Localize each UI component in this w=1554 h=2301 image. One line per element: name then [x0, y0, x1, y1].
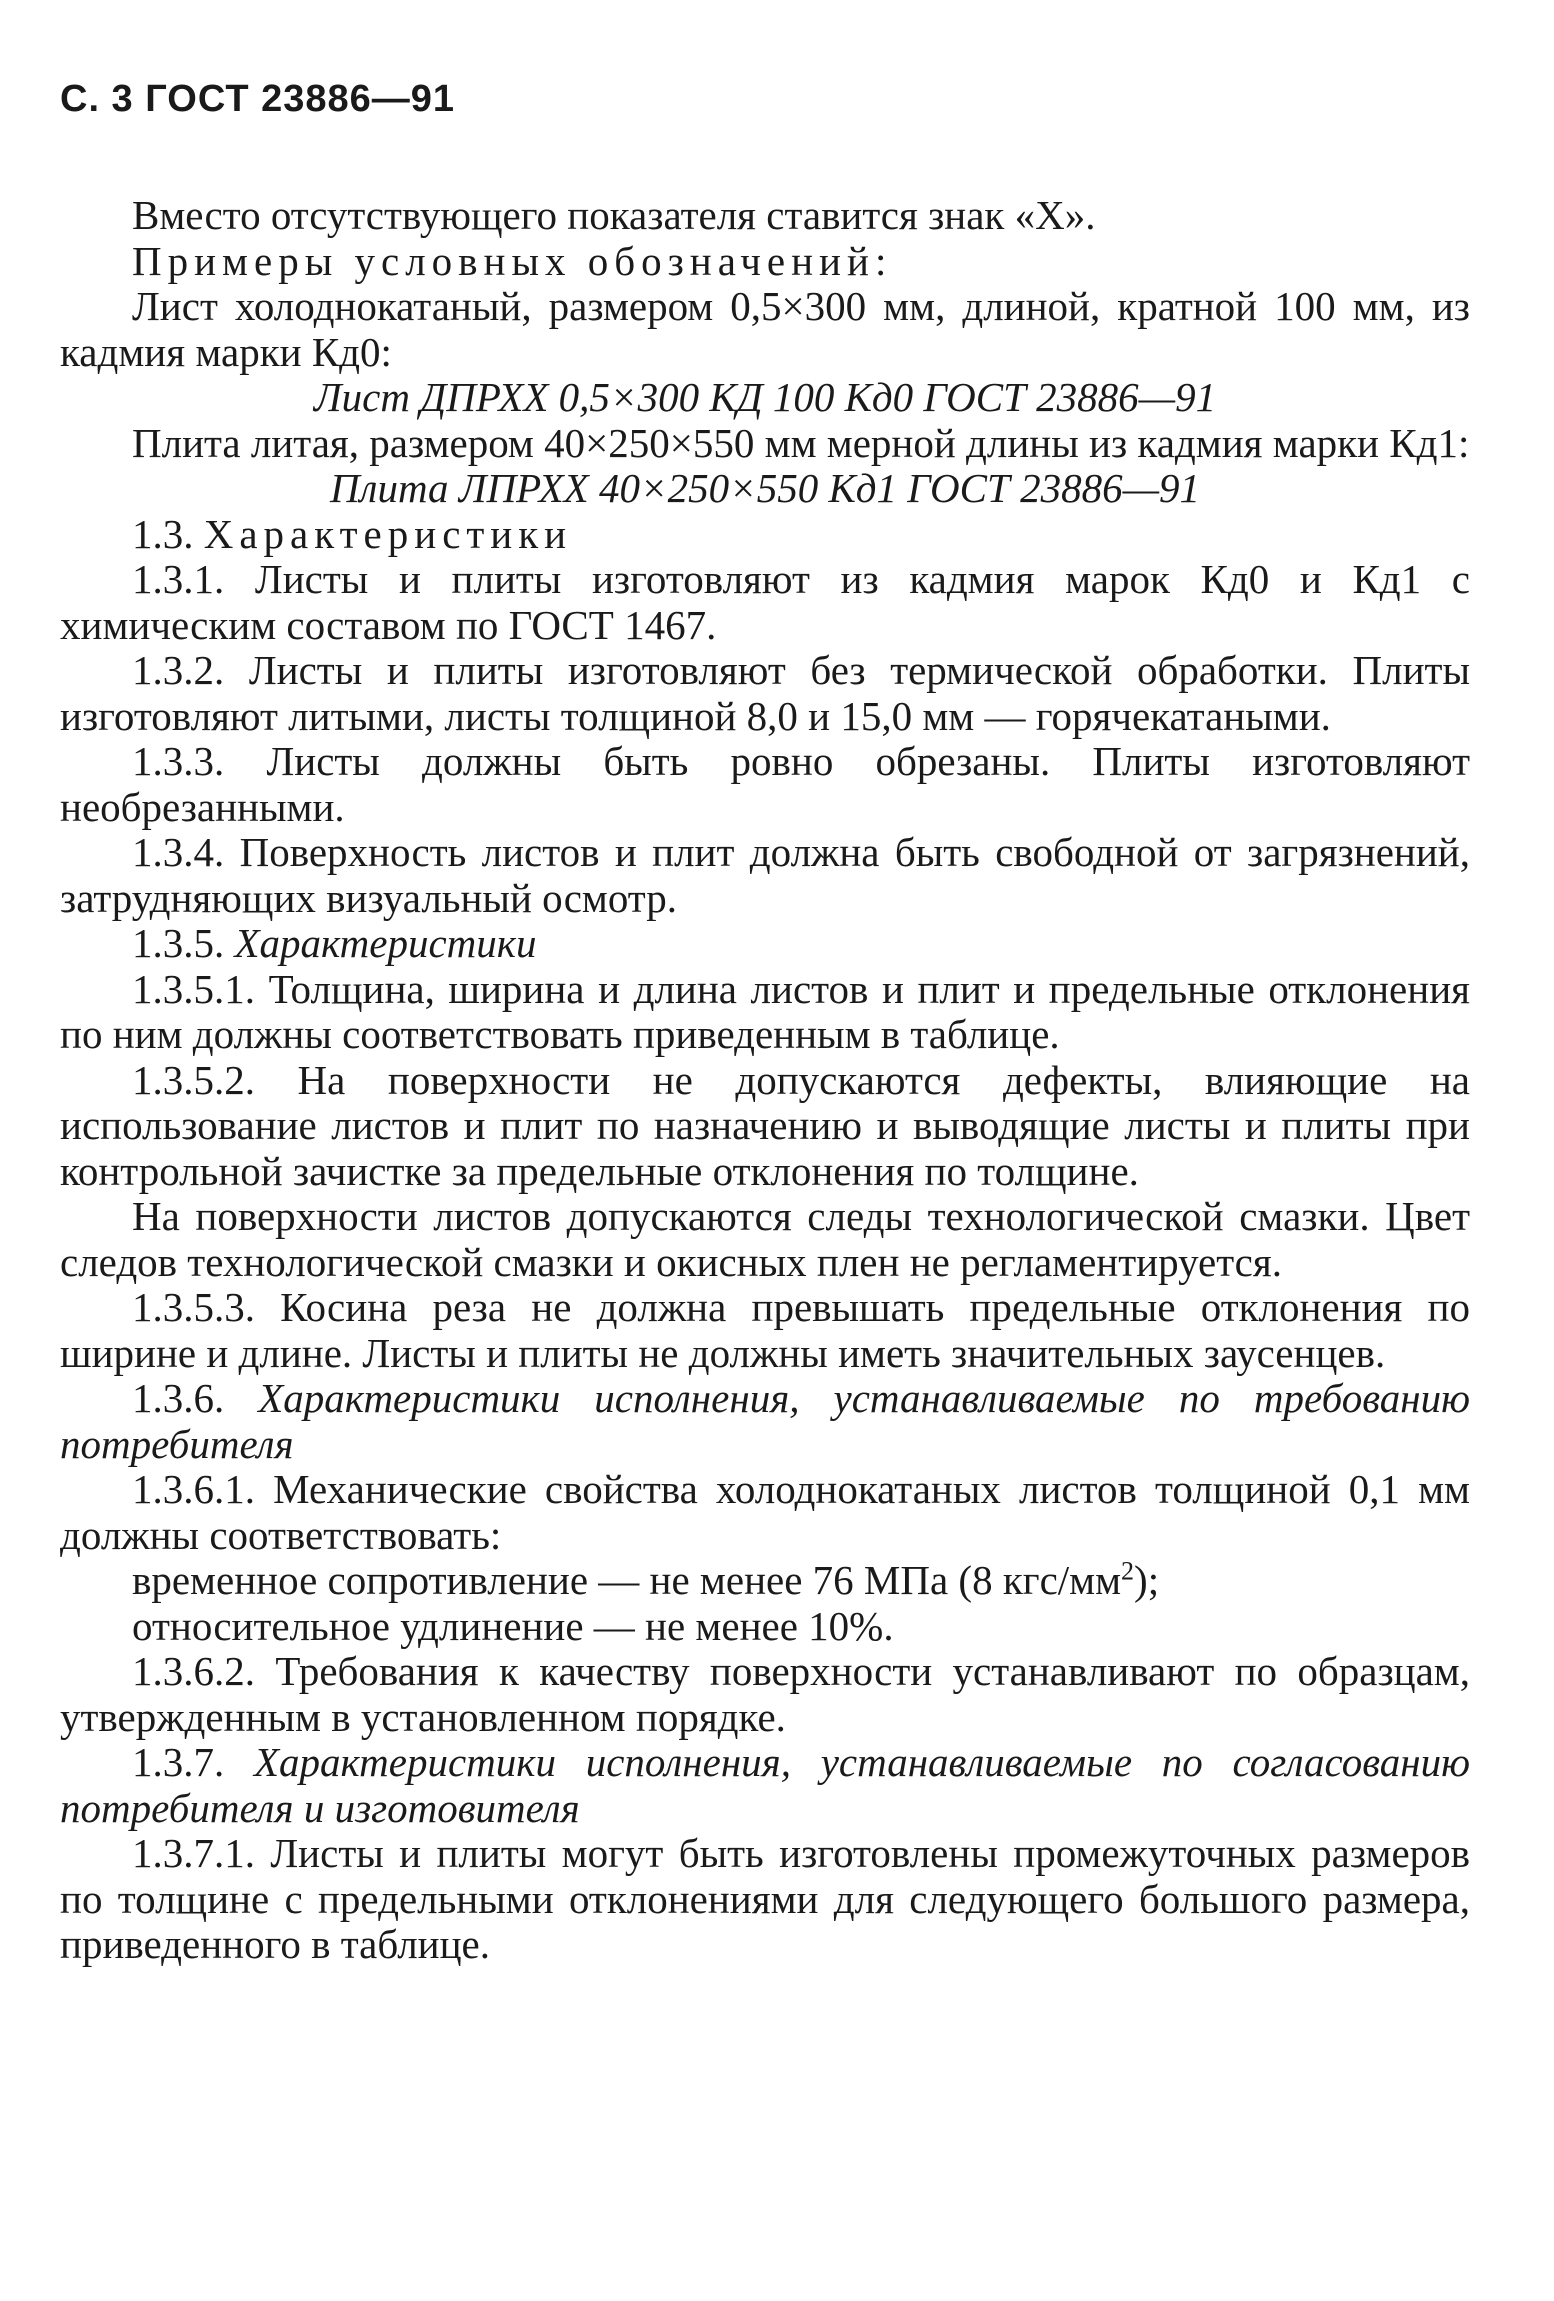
clause-1-3-5-3: 1.3.5.3. Косина реза не должна превышать предельные отклонения по ширине и длине. Листы и плиты не должны иметь значительных заусенцев. — [60, 1284, 1470, 1376]
section-heading-1-3-7 — [60, 1740, 1470, 1831]
section-title: Характеристики исполнения, устанавливаемые по согласованию потребителя и изготовителя — [60, 1739, 1470, 1831]
clause-1-3-5-2: 1.3.5.2. На поверхности не допускаются дефекты, влияющие на использование листов и плит по назначению и выводящие листы и плиты при контрольной зачистке за предельные отклонения по толщине. — [60, 1056, 1470, 1194]
section-heading-1-3-5 — [60, 921, 1470, 967]
clause-1-3-1: 1.3.1. Листы и плиты изготовляют из кадмия марок Кд0 и Кд1 с химическим составом по ГОСТ 1467. — [60, 556, 1470, 648]
property-line: относительное удлинение — не менее 10%. — [132, 1602, 894, 1649]
clause-1-3-7-1: 1.3.7.1. Листы и плиты могут быть изготовлены промежуточных размеров по толщине с предельными отклонениями для следующего большого размера, приведенного в таблице. — [60, 1830, 1470, 1967]
section-heading-1-3-6 — [60, 1376, 1470, 1467]
clause-1-3-6-2: 1.3.6.2. Требования к качеству поверхности устанавливают по образцам, утвержденным в установленном порядке. — [60, 1648, 1470, 1740]
page-header: С. 3 ГОСТ 23886—91 — [60, 78, 456, 120]
section-title: Характеристики — [234, 920, 537, 966]
section-number: 1.3. — [132, 510, 194, 557]
clause-1-3-6-1: 1.3.6.1. Механические свойства холоднокатаных листов толщиной 0,1 мм должны соответствовать: — [60, 1466, 1470, 1558]
section-number: 1.3.7. — [132, 1739, 225, 1785]
clause-1-3-5-1: 1.3.5.1. Толщина, ширина и длина листов и плит и предельные отклонения по ним должны соответствовать приведенным в таблице. — [60, 965, 1470, 1057]
clause-1-3-4: 1.3.4. Поверхность листов и плит должна быть свободной от загрязнений, затрудняющих визуальный осмотр. — [60, 829, 1470, 921]
property-text: временное сопротивление — не менее 76 МПа (8 кгс/мм — [132, 1557, 1122, 1603]
paragraph: Лист холоднокатаный, размером 0,5×300 мм, длиной, кратной 100 мм, из кадмия марки Кд0: — [60, 283, 1470, 375]
document-page — [60, 78, 1470, 1968]
clause-1-3-5-2-cont: На поверхности листов допускаются следы технологической смазки. Цвет следов технологической смазки и окисных плен не регламентируется. — [60, 1193, 1470, 1285]
paragraph: Плита литая, размером 40×250×550 мм мерной длины из кадмия марки Кд1: — [132, 419, 1470, 466]
example-designation: Плита ЛПРХХ 40×250×550 Кд1 ГОСТ 23886—91 — [329, 465, 1201, 511]
section-number: 1.3.5. — [132, 920, 225, 966]
section-heading-1-3 — [60, 512, 1470, 558]
paragraph: Вместо отсутствующего показателя ставится знак «X». — [132, 192, 1096, 238]
section-title: Характеристики исполнения, устанавливаемые по требованию потребителя — [60, 1375, 1470, 1467]
section-number: 1.3.6. — [132, 1375, 225, 1421]
property-line — [60, 1558, 1470, 1604]
clause-1-3-2: 1.3.2. Листы и плиты изготовляют без термической обработки. Плиты изготовляют литыми, листы толщиной 8,0 и 15,0 мм — горячекатаными. — [60, 647, 1470, 739]
examples-heading: Примеры условных обозначений: — [132, 237, 893, 284]
clause-1-3-3: 1.3.3. Листы должны быть ровно обрезаны. Плиты изготовляют необрезанными. — [60, 738, 1470, 830]
property-end: ); — [1134, 1557, 1160, 1603]
example-designation: Лист ДПРХХ 0,5×300 КД 100 Кд0 ГОСТ 23886—91 — [313, 374, 1217, 420]
document-body — [60, 193, 1470, 1968]
section-title: Характеристики — [203, 510, 573, 557]
superscript: 2 — [1121, 1556, 1135, 1586]
